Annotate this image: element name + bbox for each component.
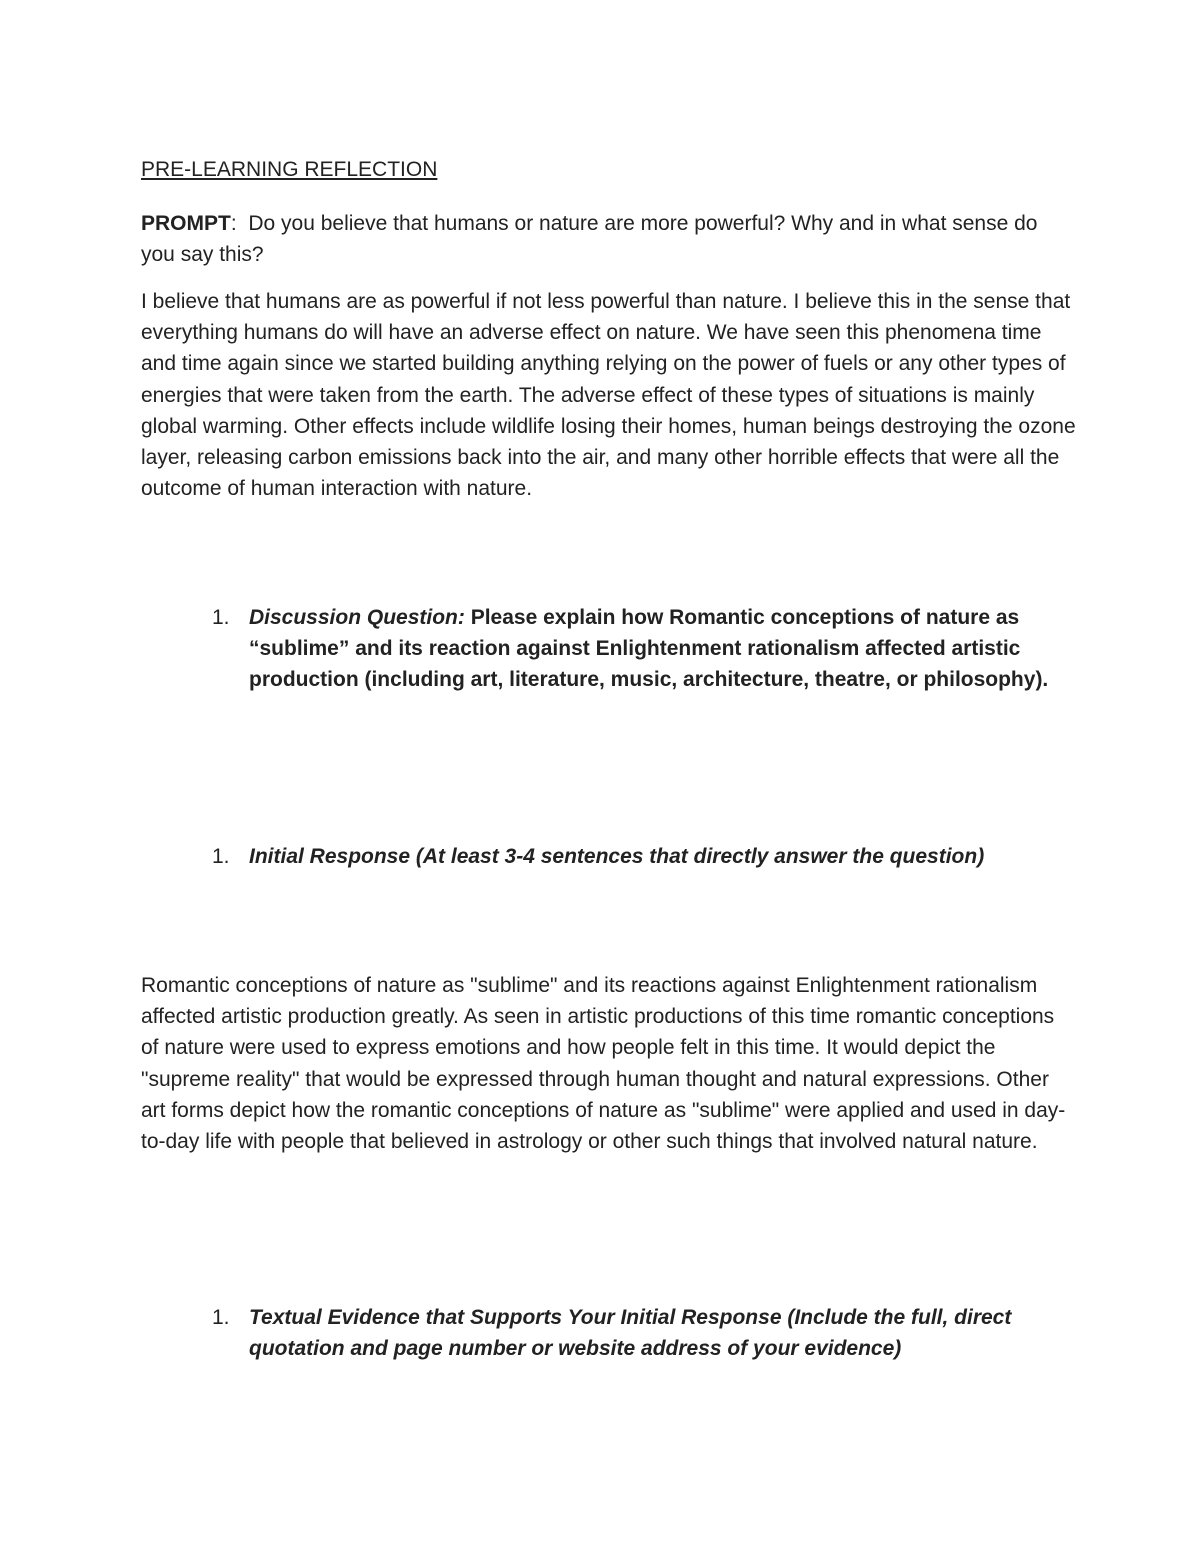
list-item-lead: Initial Response (At least 3-4 sentences that directly answer the question) [249,845,985,868]
list-item-number: 1. [212,845,230,868]
prompt-text: Do you believe that humans or nature are more powerful? Why and in what sense do you say this? [141,212,1038,266]
document-title: PRE-LEARNING REFLECTION [141,158,438,181]
prompt-label: PROMPT [141,212,231,235]
list-item-number: 1. [212,606,230,629]
prompt-colon: : [230,212,237,235]
list-item-body [249,1302,1079,1364]
list-item-body [249,602,1079,696]
reflection-answer: I believe that humans are as powerful if not less powerful than nature. I believe this in the sense that everything humans do will have an adverse effect on nature. We have seen this phenomena time and time again since we started building anything relying on the power of fuels or any other types of energies that were taken from the earth. The adverse effect of these types of situations is mainly global warming. Other effects include wildlife losing their homes, human beings destroying the ozone layer, releasing carbon emissions back into the air, and many other horrible effects that were all the outcome of human interaction with nature. [141,290,1076,501]
list-item-number: 1. [212,1306,230,1329]
list-item-text: Please explain how Romantic conceptions of nature as “sublime” and its reaction against Enlightenment rationalism affected artistic production (including art, literature, music, architecture, theatre, or philosophy). [249,606,1049,692]
list-item-lead: Textual Evidence that Supports Your Initial Response (Include the full, direct quotation and page number or website address of your evidence) [249,1306,1012,1361]
list-item-lead: Discussion Question: [249,606,465,629]
prompt-paragraph [141,208,1071,270]
list-item-body [249,841,1079,872]
initial-response-answer: Romantic conceptions of nature as "sublime" and its reactions against Enlightenment rationalism affected artistic production greatly. As seen in artistic productions of this time romantic conceptions of nature were used to express emotions and how people felt in this time. It would depict the "supreme reality" that would be expressed through human thought and natural expressions. Other art forms depict how the romantic conceptions of nature as "sublime" were applied and used in day-to-day life with people that believed in astrology or other such things that involved natural nature. [141,974,1066,1154]
